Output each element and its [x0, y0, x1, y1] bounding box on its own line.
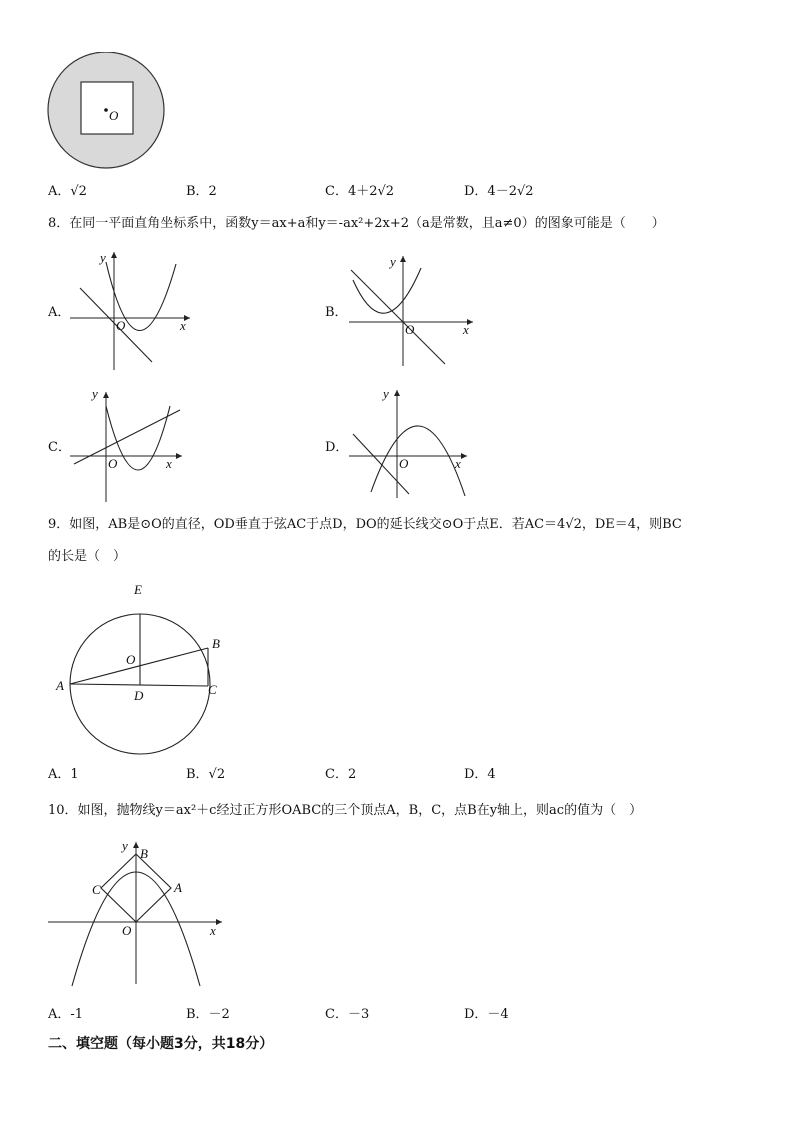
- svg-text:A: A: [174, 880, 182, 895]
- q8-graph-d[interactable]: [345, 384, 477, 500]
- q8-option-a-label[interactable]: A．: [48, 305, 71, 320]
- q8-option-b-label[interactable]: B．: [325, 305, 348, 320]
- svg-text:D: D: [134, 688, 144, 703]
- q7-center-point: [104, 108, 108, 112]
- q10-option-c[interactable]: C．－3: [325, 1007, 370, 1022]
- q7-label-o: O: [109, 108, 119, 123]
- svg-text:O: O: [122, 923, 132, 938]
- q10-option-d[interactable]: D．－4: [464, 1007, 509, 1022]
- q7-option-c[interactable]: C．4＋2√2: [325, 184, 395, 199]
- q8-graph-c[interactable]: [66, 384, 196, 506]
- section-title: 二、填空题（每小题3分，共18分）: [48, 1036, 274, 1052]
- svg-text:y: y: [383, 386, 389, 401]
- q7-figure: [45, 52, 169, 172]
- q10-figure: [46, 834, 230, 994]
- q7-option-d[interactable]: D．4－2√2: [464, 184, 534, 199]
- q8-stem: 8．在同一平面直角坐标系中，函数y＝ax+a和y＝-ax²+2x+2（a是常数，且a≠0）的图象可能是（ ）: [48, 216, 665, 231]
- q9-figure: [50, 576, 230, 762]
- svg-text:C: C: [92, 882, 101, 897]
- q8-graph-a[interactable]: [66, 248, 196, 374]
- svg-text:x: x: [210, 923, 216, 938]
- svg-text:O: O: [116, 318, 126, 333]
- svg-text:A: A: [56, 678, 64, 693]
- svg-text:y: y: [100, 250, 106, 265]
- svg-text:y: y: [92, 386, 98, 401]
- svg-text:O: O: [405, 322, 415, 337]
- svg-text:O: O: [399, 456, 409, 471]
- svg-text:y: y: [390, 254, 396, 269]
- svg-text:x: x: [455, 456, 461, 471]
- svg-text:E: E: [134, 582, 142, 597]
- q10-option-a[interactable]: A．-1: [48, 1007, 84, 1022]
- q7-option-b[interactable]: B．2: [186, 184, 217, 199]
- q9-stem-line1: 9．如图，AB是⊙O的直径，OD垂直于弦AC于点D，DO的延长线交⊙O于点E．若AC＝4√2，DE＝4，则BC: [48, 517, 682, 532]
- svg-text:x: x: [180, 318, 186, 333]
- svg-text:O: O: [126, 652, 136, 667]
- svg-text:x: x: [463, 322, 469, 337]
- q7-option-a[interactable]: A．√2: [48, 184, 87, 199]
- svg-text:y: y: [122, 838, 128, 853]
- svg-text:B: B: [140, 846, 148, 861]
- q8-option-c-label[interactable]: C．: [48, 440, 71, 455]
- q8-option-d-label[interactable]: D．: [325, 440, 349, 455]
- q7-square: [81, 82, 133, 134]
- q9-stem-line2: 的长是（ ）: [48, 549, 127, 564]
- q10-stem: 10．如图，抛物线y＝ax²＋c经过正方形OABC的三个顶点A，B，C，点B在y轴上，则ac的值为（ ）: [48, 803, 643, 818]
- svg-text:x: x: [166, 456, 172, 471]
- svg-text:B: B: [212, 636, 220, 651]
- q9-option-a[interactable]: A．1: [48, 767, 79, 782]
- q8-graph-b[interactable]: [345, 250, 477, 370]
- q9-option-d[interactable]: D．4: [464, 767, 496, 782]
- q9-option-c[interactable]: C．2: [325, 767, 357, 782]
- svg-text:C: C: [208, 682, 217, 697]
- svg-text:O: O: [108, 456, 118, 471]
- q9-option-b[interactable]: B．√2: [186, 767, 226, 782]
- q10-option-b[interactable]: B．－2: [186, 1007, 230, 1022]
